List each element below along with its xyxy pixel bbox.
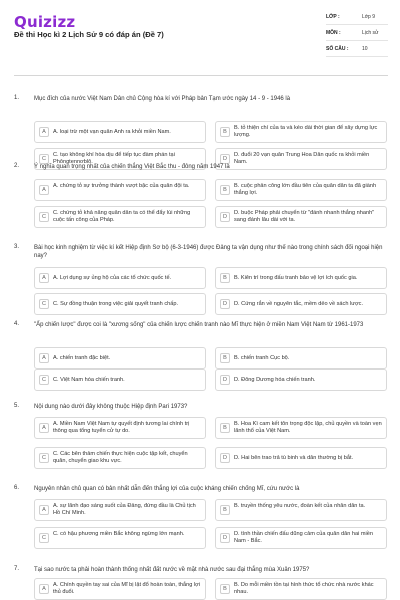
- option-a[interactable]: [34, 121, 206, 143]
- option-letter: A: [39, 505, 49, 515]
- option-text: A. sự lãnh đạo sáng suốt của Đảng, đứng đầu là Chủ tịch Hồ Chí Minh.: [53, 503, 196, 516]
- question-number: 7.: [14, 566, 20, 572]
- option-text: A. Lợi dụng sự ủng hộ của các tổ chức quốc tế.: [53, 275, 172, 281]
- option-a[interactable]: [34, 267, 206, 289]
- meta-label: LỚP :: [326, 14, 340, 20]
- option-text: A. Chính quyền tay sai của Mĩ bị lật đổ hoàn toàn, thắng lợi thủ đuổi.: [53, 582, 201, 595]
- question-text: Bài học kinh nghiệm từ việc kí kết Hiệp định Sơ bộ (6-3-1946) được Đảng ta vận dụng như thế nào trong chính sách đối ngoại hiện nay?: [34, 245, 383, 259]
- option-text: B. tỏ thiện chí của ta và kéo dài thời gian để xây dựng lực lượng.: [234, 125, 378, 138]
- option-c[interactable]: [34, 206, 206, 228]
- option-text: B. Do mỗi miền tồn tại hình thức tổ chức nhà nước khác nhau.: [234, 582, 374, 595]
- option-letter: B: [220, 127, 230, 137]
- option-letter: D: [220, 212, 230, 222]
- option-c[interactable]: [34, 527, 206, 549]
- question-number: 3.: [14, 244, 20, 250]
- quizizz-logo[interactable]: Quizizz: [14, 13, 76, 31]
- option-d[interactable]: [215, 447, 387, 469]
- meta-value: Lớp 9: [362, 14, 376, 20]
- option-letter: A: [39, 185, 49, 195]
- question-number: 2.: [14, 163, 20, 169]
- question-text: Mục đích của nước Việt Nam Dân chủ Cộng hòa kí với Pháp bản Tạm ước ngày 14 - 9 - 1946 là: [34, 96, 291, 102]
- divider: [14, 75, 388, 76]
- option-text: C. Việt Nam hóa chiến tranh.: [53, 377, 125, 383]
- option-letter: B: [220, 505, 230, 515]
- option-c[interactable]: [34, 293, 206, 315]
- option-text: C. Sự đồng thuận trong việc giải quyết tranh chấp.: [53, 301, 179, 307]
- meta-label: SỐ CÂU :: [326, 46, 349, 52]
- option-letter: D: [220, 453, 230, 463]
- option-text: D. tình thần chiến đấu dũng cảm của quân dân hai miền Nam - Bắc.: [234, 531, 374, 544]
- option-d[interactable]: [215, 206, 387, 228]
- option-text: B. truyền thống yêu nước, đoàn kết của nhân dân ta.: [234, 503, 366, 509]
- page-title: Đề thi Học kì 2 Lịch Sử 9 có đáp án (Đề 7): [14, 30, 164, 39]
- question-text: "Ấp chiến lược" được coi là "xương sống" của chiến lược chiến tranh nào Mĩ thực hiện ở miền Nam Việt Nam từ 1961-1973: [34, 322, 364, 328]
- option-text: B. Hoa Kì cam kết tôn trọng độc lập, chủ quyền và toàn vẹn lãnh thổ của Việt Nam.: [234, 421, 382, 434]
- meta-table: [326, 9, 388, 57]
- option-text: A. chứng tỏ sự trưởng thành vượt bậc của quân đội ta.: [53, 183, 190, 189]
- meta-row-count: [326, 41, 388, 57]
- option-letter: C: [39, 154, 49, 164]
- option-b[interactable]: [215, 578, 387, 600]
- option-text: D. Hai bên trao trả tù binh và dân thường bị bắt.: [234, 455, 354, 461]
- option-b[interactable]: [215, 121, 387, 143]
- meta-label: MÔN :: [326, 30, 341, 36]
- question-number: 5.: [14, 403, 20, 409]
- option-letter: D: [220, 154, 230, 164]
- option-c[interactable]: [34, 369, 206, 391]
- option-b[interactable]: [215, 499, 387, 521]
- option-text: D. buộc Pháp phải chuyển từ "đánh nhanh thắng nhanh" sang đánh lâu dài với ta.: [234, 210, 375, 223]
- option-letter: A: [39, 423, 49, 433]
- option-b[interactable]: [215, 347, 387, 369]
- option-letter: B: [220, 353, 230, 363]
- option-letter: C: [39, 453, 49, 463]
- option-b[interactable]: [215, 417, 387, 439]
- question-text: Nguyên nhân chủ quan có bản nhất dẫn đến thắng lợi của cuộc kháng chiến chống Mĩ, cứu nước là: [34, 486, 300, 492]
- option-text: A. chiến tranh đặc biệt.: [53, 355, 111, 361]
- option-a[interactable]: [34, 179, 206, 201]
- option-letter: A: [39, 127, 49, 137]
- option-text: B. chiến tranh Cục bộ.: [234, 355, 290, 361]
- option-text: B. cuộc phản công lớn đầu tiên của quân dân ta đã giành thắng lợi.: [234, 183, 377, 196]
- option-letter: C: [39, 533, 49, 543]
- option-text: D. đuổi 20 vạn quân Trung Hoa Dân quốc ra khỏi miền Nam.: [234, 152, 370, 165]
- option-letter: C: [39, 375, 49, 385]
- option-a[interactable]: [34, 417, 206, 439]
- meta-value: Lịch sử: [362, 30, 379, 36]
- option-letter: B: [220, 423, 230, 433]
- meta-value: 10: [362, 46, 368, 52]
- question-number: 6.: [14, 485, 20, 491]
- option-d[interactable]: [215, 369, 387, 391]
- option-d[interactable]: [215, 527, 387, 549]
- meta-row-subject: [326, 25, 388, 41]
- option-a[interactable]: [34, 578, 206, 600]
- question-text: Tại sao nước ta phải hoàn thành thống nhất đất nước về mặt nhà nước sau đại thắng mùa Xuân 1975?: [34, 567, 310, 573]
- option-letter: D: [220, 375, 230, 385]
- option-letter: C: [39, 299, 49, 309]
- option-letter: A: [39, 584, 49, 594]
- option-a[interactable]: [34, 499, 206, 521]
- option-c[interactable]: [34, 447, 206, 469]
- worksheet-header: [0, 0, 400, 72]
- option-a[interactable]: [34, 347, 206, 369]
- option-b[interactable]: [215, 267, 387, 289]
- option-text: C. tạo không khí hòa dịu để tiếp tục đàm phán tại Phôngtennơblô.: [53, 152, 175, 165]
- option-letter: B: [220, 185, 230, 195]
- option-text: C. có hậu phương miền Bắc không ngừng lớn mạnh.: [53, 531, 185, 537]
- option-letter: B: [220, 273, 230, 283]
- option-text: A. loại trừ một vạn quân Anh ra khỏi miền Nam.: [53, 129, 171, 135]
- meta-row-class: [326, 9, 388, 25]
- option-letter: D: [220, 299, 230, 309]
- option-letter: A: [39, 273, 49, 283]
- option-text: A. Miền Nam Việt Nam tự quyết định tương lai chính trị thông qua tổng tuyển cử tự do.: [53, 421, 190, 434]
- option-text: C. chứng tỏ khả năng quân dân ta có thể đẩy lùi những cuộc tấn công của Pháp.: [53, 210, 191, 223]
- option-letter: C: [39, 212, 49, 222]
- option-text: D. Cứng rắn về nguyên tắc, mềm dẻo về sách lược.: [234, 301, 363, 307]
- question-number: 4.: [14, 321, 20, 327]
- question-number: 1.: [14, 95, 20, 101]
- option-letter: B: [220, 584, 230, 594]
- option-b[interactable]: [215, 179, 387, 201]
- option-letter: A: [39, 353, 49, 363]
- option-d[interactable]: [215, 293, 387, 315]
- option-letter: D: [220, 533, 230, 543]
- option-text: D. Đông Dương hóa chiến tranh.: [234, 377, 316, 383]
- question-text: Ý nghĩa quan trọng nhất của chiến thắng Việt Bắc thu - đông năm 1947 là: [34, 164, 230, 170]
- question-text: Nội dung nào dưới đây không thuộc Hiệp định Pari 1973?: [34, 404, 188, 410]
- option-text: C. Các bên thảm chiến thực hiện cuộc tập kết, chuyển quân, chuyển giao khu vực.: [53, 451, 188, 464]
- option-text: B. Kiên trì trong đấu tranh bảo vệ lợi ích quốc gia.: [234, 275, 358, 281]
